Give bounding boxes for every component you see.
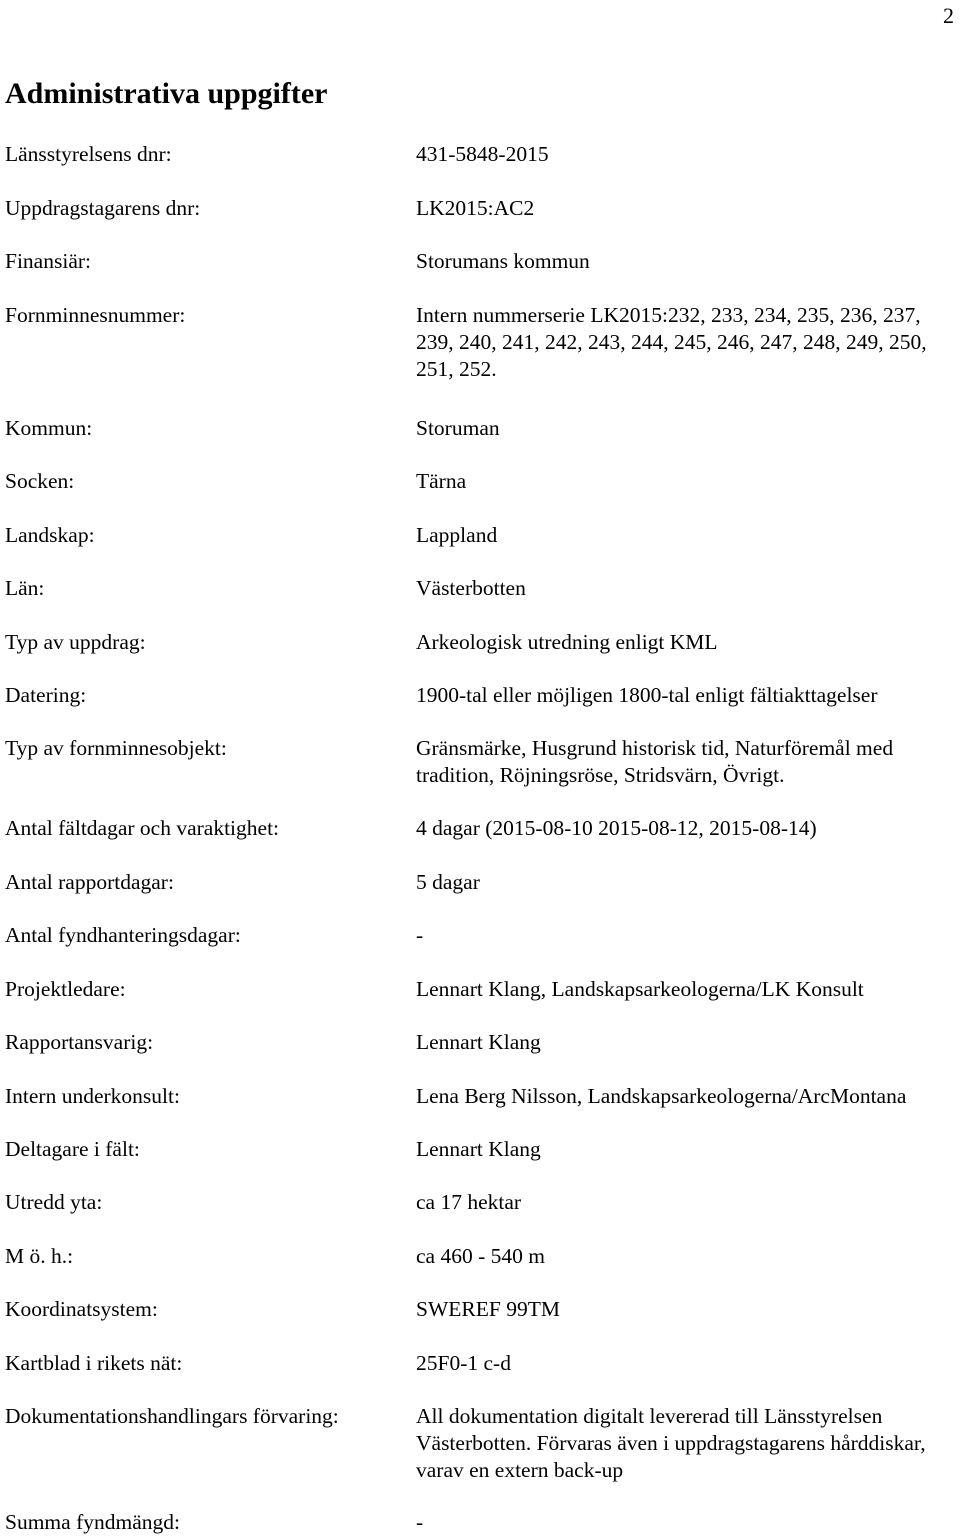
field-value: ca 17 hektar [416,1190,522,1214]
field-label: Län: [5,576,45,600]
field-value: Lennart Klang [416,1137,541,1161]
field-value: - [416,1510,424,1534]
field-value: Västerbotten [416,576,526,600]
field-label: Typ av uppdrag: [5,630,146,654]
field-label: Summa fyndmängd: [5,1510,180,1534]
field-value: All dokumentation digitalt levererad till Länsstyrelsen Västerbotten. Förvaras även i uppdragstagarens hårddiskar, varav en extern back-up [416,1404,926,1482]
field-value: Gränsmärke, Husgrund historisk tid, Naturföremål med tradition, Röjningsröse, Stridsvärn, Övrigt. [416,736,894,787]
field-value: LK2015:AC2 [416,196,535,220]
field-value: 5 dagar [416,870,480,894]
field-value: Lennart Klang [416,1030,541,1054]
field-label: Kommun: [5,416,93,440]
field-value: Lappland [416,523,498,547]
field-value: ca 460 - 540 m [416,1244,545,1268]
field-value: Intern nummerserie LK2015:232, 233, 234, 235, 236, 237, 239, 240, 241, 242, 243, 244, 245, 246, 247, 248, 249, 250, 251, 252. [416,303,927,381]
field-value: Lena Berg Nilsson, Landskapsarkeologerna/ArcMontana [416,1084,907,1108]
field-label: M ö. h.: [5,1244,74,1268]
field-label: Deltagare i fält: [5,1137,140,1161]
field-label: Rapportansvarig: [5,1030,154,1054]
field-label: Landskap: [5,523,95,547]
field-value: - [416,923,424,947]
section-title: Administrativa uppgifter [5,77,328,110]
field-label: Antal fältdagar och varaktighet: [5,816,280,840]
field-label: Koordinatsystem: [5,1297,158,1321]
page-number: 2 [943,3,954,28]
field-value: Arkeologisk utredning enligt KML [416,630,718,654]
field-label: Kartblad i rikets nät: [5,1351,183,1375]
field-label: Utredd yta: [5,1190,103,1214]
field-label: Socken: [5,469,75,493]
field-label: Fornminnesnummer: [5,303,186,327]
field-value: SWEREF 99TM [416,1297,560,1321]
field-value: 431-5848-2015 [416,142,549,166]
field-value: Storuman [416,416,500,440]
field-label: Antal rapportdagar: [5,870,174,894]
field-label: Datering: [5,683,87,707]
field-value: Storumans kommun [416,249,590,273]
field-value: Tärna [416,469,467,493]
field-label: Antal fyndhanteringsdagar: [5,923,241,947]
field-value: Lennart Klang, Landskapsarkeologerna/LK Konsult [416,977,864,1001]
field-label: Typ av fornminnesobjekt: [5,736,227,760]
field-label: Dokumentationshandlingars förvaring: [5,1404,339,1428]
field-label: Uppdragstagarens dnr: [5,196,201,220]
field-label: Finansiär: [5,249,91,273]
field-label: Projektledare: [5,977,126,1001]
field-value: 25F0-1 c-d [416,1351,511,1375]
field-label: Länsstyrelsens dnr: [5,142,172,166]
field-label: Intern underkonsult: [5,1084,180,1108]
field-value: 4 dagar (2015-08-10 2015-08-12, 2015-08-14) [416,816,817,840]
field-value: 1900-tal eller möjligen 1800-tal enligt fältiakttagelser [416,683,878,707]
